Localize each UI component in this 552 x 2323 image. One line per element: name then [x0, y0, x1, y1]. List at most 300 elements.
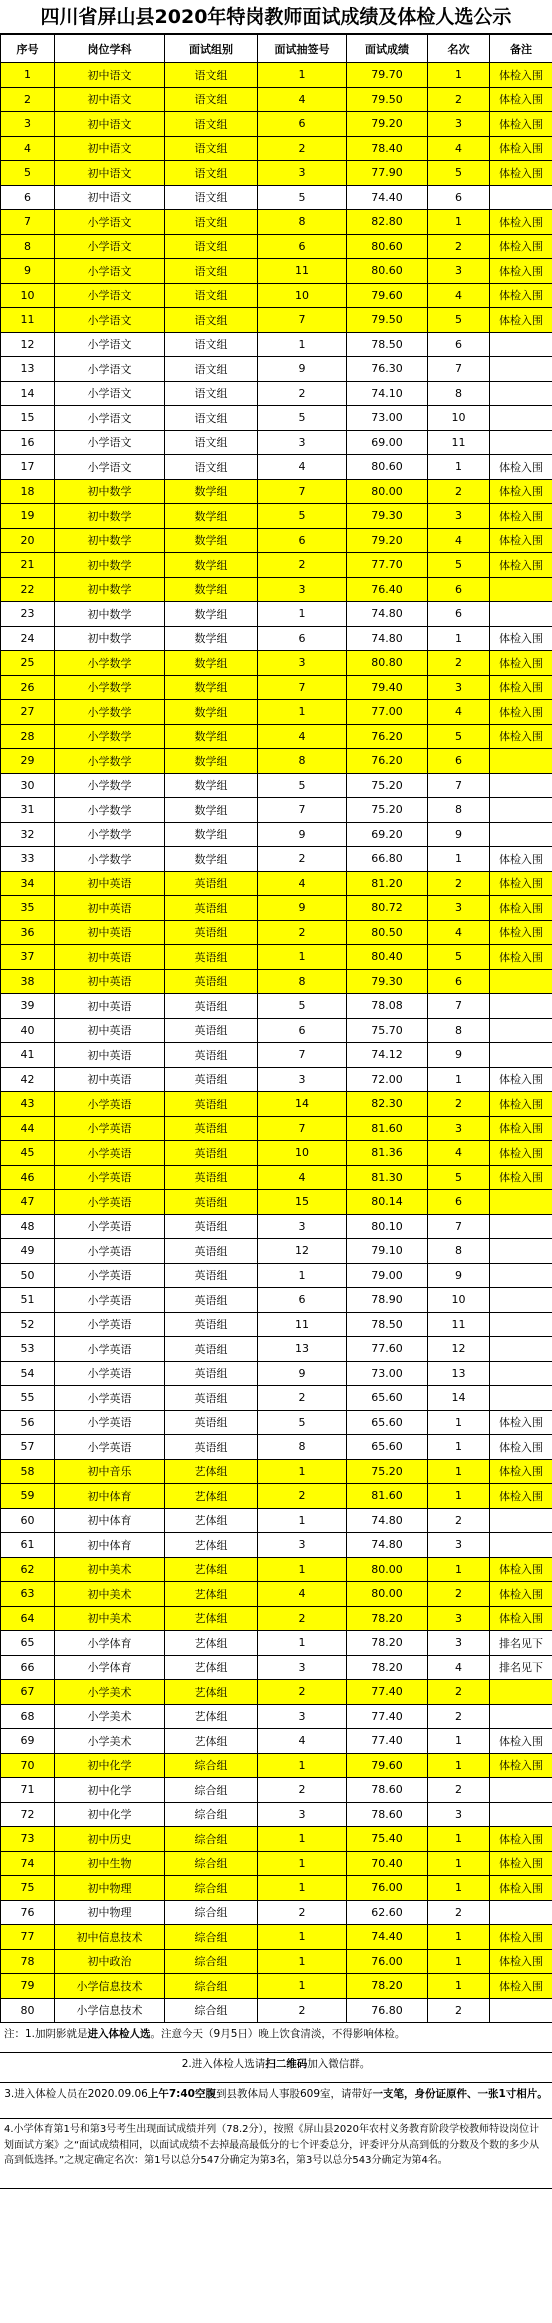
cell-rank: 1: [428, 1410, 490, 1435]
cell-draw: 1: [258, 945, 347, 970]
cell-group: 数学组: [165, 553, 258, 578]
cell-score: 82.80: [347, 210, 428, 235]
cell-rank: 6: [428, 1190, 490, 1215]
cell-rank: 8: [428, 1239, 490, 1264]
cell-rank: 3: [428, 1631, 490, 1656]
cell-no: 67: [1, 1680, 55, 1705]
cell-note: 体检入围: [490, 283, 552, 308]
cell-subject: 初中音乐: [55, 1459, 165, 1484]
cell-group: 英语组: [165, 1410, 258, 1435]
cell-score: 75.20: [347, 1459, 428, 1484]
cell-subject: 初中英语: [55, 920, 165, 945]
cell-note: [490, 1361, 552, 1386]
cell-rank: 8: [428, 381, 490, 406]
table-row: [1, 504, 552, 529]
cell-group: 艺体组: [165, 1459, 258, 1484]
table-row: [1, 553, 552, 578]
cell-draw: 3: [258, 1704, 347, 1729]
cell-draw: 8: [258, 1435, 347, 1460]
cell-group: 英语组: [165, 1337, 258, 1362]
cell-rank: 1: [428, 1974, 490, 1999]
cell-score: 79.60: [347, 283, 428, 308]
cell-draw: 5: [258, 994, 347, 1019]
cell-note: [490, 1900, 552, 1925]
note-1-tail: 。注意今天（9月5日）晚上饮食清淡，不得影响体检。: [150, 2028, 406, 2040]
cell-rank: 3: [428, 1116, 490, 1141]
cell-score: 79.70: [347, 63, 428, 88]
cell-no: 20: [1, 528, 55, 553]
cell-no: 4: [1, 136, 55, 161]
cell-rank: 1: [428, 1484, 490, 1509]
cell-score: 77.70: [347, 553, 428, 578]
cell-group: 数学组: [165, 577, 258, 602]
table-row: [1, 1827, 552, 1852]
cell-draw: 1: [258, 1557, 347, 1582]
cell-rank: 9: [428, 1043, 490, 1068]
cell-group: 英语组: [165, 1214, 258, 1239]
cell-group: 综合组: [165, 1949, 258, 1974]
table-row: [1, 1557, 552, 1582]
cell-score: 80.14: [347, 1190, 428, 1215]
cell-draw: 5: [258, 773, 347, 798]
cell-subject: 小学英语: [55, 1288, 165, 1313]
table-row: [1, 332, 552, 357]
cell-rank: 13: [428, 1361, 490, 1386]
cell-draw: 1: [258, 1949, 347, 1974]
cell-draw: 9: [258, 1361, 347, 1386]
table-row: [1, 1141, 552, 1166]
cell-no: 16: [1, 430, 55, 455]
cell-score: 69.00: [347, 430, 428, 455]
cell-subject: 小学英语: [55, 1312, 165, 1337]
cell-subject: 初中语文: [55, 161, 165, 186]
cell-no: 45: [1, 1141, 55, 1166]
cell-no: 26: [1, 675, 55, 700]
cell-note: 体检入围: [490, 1606, 552, 1631]
cell-draw: 1: [258, 1508, 347, 1533]
cell-subject: 初中数学: [55, 528, 165, 553]
cell-group: 英语组: [165, 1018, 258, 1043]
cell-note: [490, 332, 552, 357]
cell-no: 68: [1, 1704, 55, 1729]
table-row: [1, 283, 552, 308]
cell-no: 53: [1, 1337, 55, 1362]
cell-draw: 1: [258, 700, 347, 725]
table-row: [1, 112, 552, 137]
cell-rank: 12: [428, 1337, 490, 1362]
cell-no: 79: [1, 1974, 55, 1999]
cell-note: 体检入围: [490, 1410, 552, 1435]
cell-group: 艺体组: [165, 1484, 258, 1509]
cell-no: 49: [1, 1239, 55, 1264]
cell-subject: 初中数学: [55, 626, 165, 651]
cell-draw: 4: [258, 87, 347, 112]
cell-subject: 小学体育: [55, 1655, 165, 1680]
table-row: [1, 1361, 552, 1386]
cell-note: [490, 773, 552, 798]
cell-note: 体检入围: [490, 896, 552, 921]
cell-rank: 7: [428, 773, 490, 798]
cell-subject: 小学数学: [55, 700, 165, 725]
note-3-emphasis-2: 一支笔，身份证原件、一张1寸相片。: [372, 2088, 548, 2100]
cell-no: 58: [1, 1459, 55, 1484]
cell-draw: 9: [258, 896, 347, 921]
cell-rank: 9: [428, 822, 490, 847]
cell-draw: 1: [258, 1753, 347, 1778]
table-row: [1, 1508, 552, 1533]
cell-group: 综合组: [165, 1827, 258, 1852]
note-2: [0, 2053, 552, 2083]
table-row: [1, 1851, 552, 1876]
cell-subject: 初中生物: [55, 1851, 165, 1876]
table-row: [1, 1974, 552, 1999]
cell-no: 47: [1, 1190, 55, 1215]
cell-group: 英语组: [165, 994, 258, 1019]
cell-group: 艺体组: [165, 1680, 258, 1705]
cell-no: 69: [1, 1729, 55, 1754]
cell-no: 75: [1, 1876, 55, 1901]
cell-group: 语文组: [165, 283, 258, 308]
cell-subject: 初中语文: [55, 136, 165, 161]
cell-subject: 初中体育: [55, 1508, 165, 1533]
cell-no: 78: [1, 1949, 55, 1974]
cell-rank: 11: [428, 1312, 490, 1337]
cell-no: 77: [1, 1925, 55, 1950]
cell-note: 体检入围: [490, 847, 552, 872]
cell-score: 76.00: [347, 1876, 428, 1901]
cell-no: 44: [1, 1116, 55, 1141]
cell-draw: 8: [258, 210, 347, 235]
note-3-mid: 到县教体局人事股609室，请带好: [215, 2088, 373, 2100]
cell-score: 69.20: [347, 822, 428, 847]
cell-group: 语文组: [165, 332, 258, 357]
cell-rank: 3: [428, 504, 490, 529]
cell-note: [490, 602, 552, 627]
cell-no: 11: [1, 308, 55, 333]
cell-score: 79.40: [347, 675, 428, 700]
table-row: [1, 602, 552, 627]
cell-group: 英语组: [165, 1190, 258, 1215]
cell-subject: 初中语文: [55, 185, 165, 210]
cell-no: 22: [1, 577, 55, 602]
cell-subject: 小学数学: [55, 798, 165, 823]
cell-note: 体检入围: [490, 1949, 552, 1974]
cell-score: 65.60: [347, 1435, 428, 1460]
cell-score: 75.20: [347, 773, 428, 798]
cell-score: 77.40: [347, 1704, 428, 1729]
note-3-emphasis: 上午7:40空腹: [147, 2088, 216, 2100]
table-row: [1, 577, 552, 602]
cell-no: 1: [1, 63, 55, 88]
cell-note: 体检入围: [490, 1165, 552, 1190]
cell-note: [490, 822, 552, 847]
table-row: [1, 406, 552, 431]
cell-draw: 3: [258, 651, 347, 676]
cell-note: [490, 1533, 552, 1558]
cell-rank: 2: [428, 1508, 490, 1533]
cell-note: 体检入围: [490, 920, 552, 945]
cell-no: 50: [1, 1263, 55, 1288]
cell-no: 27: [1, 700, 55, 725]
cell-group: 艺体组: [165, 1557, 258, 1582]
table-row: [1, 1410, 552, 1435]
cell-subject: 小学数学: [55, 749, 165, 774]
cell-group: 艺体组: [165, 1631, 258, 1656]
cell-rank: 2: [428, 1900, 490, 1925]
cell-score: 81.60: [347, 1484, 428, 1509]
cell-score: 80.50: [347, 920, 428, 945]
cell-rank: 2: [428, 1680, 490, 1705]
col-header-subject: 岗位学科: [55, 35, 165, 63]
cell-draw: 7: [258, 798, 347, 823]
cell-draw: 2: [258, 1778, 347, 1803]
table-row: [1, 1018, 552, 1043]
cell-draw: 2: [258, 1606, 347, 1631]
cell-no: 17: [1, 455, 55, 480]
cell-draw: 7: [258, 675, 347, 700]
cell-note: 体检入围: [490, 234, 552, 259]
cell-group: 数学组: [165, 675, 258, 700]
cell-subject: 小学美术: [55, 1680, 165, 1705]
cell-rank: 2: [428, 1998, 490, 2023]
cell-draw: 10: [258, 283, 347, 308]
cell-draw: 9: [258, 357, 347, 382]
cell-score: 81.36: [347, 1141, 428, 1166]
table-row: [1, 994, 552, 1019]
cell-draw: 1: [258, 1827, 347, 1852]
note-2-tail: 加入微信群。: [307, 2058, 371, 2070]
cell-score: 80.60: [347, 234, 428, 259]
cell-rank: 2: [428, 479, 490, 504]
cell-note: [490, 1386, 552, 1411]
cell-group: 综合组: [165, 1876, 258, 1901]
cell-draw: 4: [258, 455, 347, 480]
cell-draw: 8: [258, 749, 347, 774]
cell-group: 数学组: [165, 528, 258, 553]
table-row: [1, 798, 552, 823]
cell-note: 体检入围: [490, 308, 552, 333]
cell-rank: 2: [428, 1778, 490, 1803]
cell-group: 英语组: [165, 920, 258, 945]
cell-subject: 小学英语: [55, 1165, 165, 1190]
cell-rank: 1: [428, 1827, 490, 1852]
cell-group: 综合组: [165, 1802, 258, 1827]
cell-subject: 初中数学: [55, 553, 165, 578]
table-row: [1, 896, 552, 921]
cell-no: 21: [1, 553, 55, 578]
cell-subject: 初中物理: [55, 1876, 165, 1901]
cell-group: 语文组: [165, 161, 258, 186]
cell-group: 数学组: [165, 847, 258, 872]
cell-no: 60: [1, 1508, 55, 1533]
cell-draw: 3: [258, 1214, 347, 1239]
cell-score: 77.00: [347, 700, 428, 725]
cell-score: 74.10: [347, 381, 428, 406]
cell-no: 63: [1, 1582, 55, 1607]
cell-no: 70: [1, 1753, 55, 1778]
cell-group: 英语组: [165, 1165, 258, 1190]
cell-subject: 小学数学: [55, 724, 165, 749]
results-table: [0, 34, 552, 2023]
cell-subject: 小学数学: [55, 675, 165, 700]
cell-subject: 小学英语: [55, 1092, 165, 1117]
cell-score: 74.80: [347, 1508, 428, 1533]
table-row: [1, 675, 552, 700]
cell-note: 体检入围: [490, 1557, 552, 1582]
cell-group: 英语组: [165, 1312, 258, 1337]
page-title: 四川省屏山县2020年特岗教师面试成绩及体检人选公示: [0, 0, 552, 34]
cell-score: 74.40: [347, 1925, 428, 1950]
table-row: [1, 969, 552, 994]
cell-no: 51: [1, 1288, 55, 1313]
cell-draw: 3: [258, 1533, 347, 1558]
cell-group: 英语组: [165, 1141, 258, 1166]
cell-score: 80.00: [347, 1557, 428, 1582]
cell-rank: 3: [428, 112, 490, 137]
cell-note: [490, 1239, 552, 1264]
cell-subject: 小学体育: [55, 1631, 165, 1656]
cell-rank: 1: [428, 210, 490, 235]
cell-subject: 小学信息技术: [55, 1998, 165, 2023]
cell-subject: 初中数学: [55, 479, 165, 504]
cell-subject: 初中英语: [55, 896, 165, 921]
table-row: [1, 357, 552, 382]
cell-note: 体检入围: [490, 1974, 552, 1999]
cell-group: 综合组: [165, 1851, 258, 1876]
cell-note: 体检入围: [490, 479, 552, 504]
cell-no: 9: [1, 259, 55, 284]
cell-rank: 2: [428, 234, 490, 259]
cell-draw: 2: [258, 136, 347, 161]
cell-score: 75.20: [347, 798, 428, 823]
cell-subject: 小学语文: [55, 308, 165, 333]
cell-no: 28: [1, 724, 55, 749]
cell-no: 2: [1, 87, 55, 112]
cell-rank: 1: [428, 1459, 490, 1484]
table-row: [1, 1680, 552, 1705]
table-row: [1, 210, 552, 235]
table-row: [1, 1533, 552, 1558]
cell-note: [490, 749, 552, 774]
cell-draw: 1: [258, 1925, 347, 1950]
cell-group: 英语组: [165, 896, 258, 921]
cell-draw: 1: [258, 1459, 347, 1484]
cell-note: 体检入围: [490, 1141, 552, 1166]
cell-group: 数学组: [165, 749, 258, 774]
cell-draw: 1: [258, 63, 347, 88]
cell-group: 英语组: [165, 1239, 258, 1264]
cell-score: 74.80: [347, 626, 428, 651]
cell-score: 79.10: [347, 1239, 428, 1264]
table-row: [1, 1435, 552, 1460]
cell-draw: 3: [258, 1067, 347, 1092]
cell-score: 78.20: [347, 1606, 428, 1631]
cell-score: 79.30: [347, 969, 428, 994]
table-row: [1, 1876, 552, 1901]
cell-note: 体检入围: [490, 1876, 552, 1901]
cell-score: 78.90: [347, 1288, 428, 1313]
cell-subject: 初中化学: [55, 1778, 165, 1803]
cell-group: 数学组: [165, 602, 258, 627]
cell-no: 6: [1, 185, 55, 210]
table-row: [1, 455, 552, 480]
cell-score: 76.20: [347, 724, 428, 749]
cell-score: 62.60: [347, 1900, 428, 1925]
cell-group: 数学组: [165, 700, 258, 725]
cell-score: 75.40: [347, 1827, 428, 1852]
cell-subject: 初中英语: [55, 994, 165, 1019]
cell-score: 82.30: [347, 1092, 428, 1117]
cell-subject: 小学数学: [55, 822, 165, 847]
cell-score: 80.80: [347, 651, 428, 676]
cell-rank: 6: [428, 185, 490, 210]
cell-score: 78.50: [347, 332, 428, 357]
cell-note: 体检入围: [490, 945, 552, 970]
cell-rank: 1: [428, 847, 490, 872]
cell-subject: 初中语文: [55, 112, 165, 137]
cell-subject: 小学英语: [55, 1435, 165, 1460]
cell-draw: 6: [258, 112, 347, 137]
cell-no: 73: [1, 1827, 55, 1852]
cell-group: 英语组: [165, 1435, 258, 1460]
cell-subject: 初中历史: [55, 1827, 165, 1852]
cell-score: 79.20: [347, 112, 428, 137]
table-row: [1, 161, 552, 186]
cell-draw: 5: [258, 504, 347, 529]
cell-score: 80.00: [347, 1582, 428, 1607]
cell-group: 语文组: [165, 381, 258, 406]
cell-note: [490, 1680, 552, 1705]
table-row: [1, 1606, 552, 1631]
cell-subject: 小学英语: [55, 1263, 165, 1288]
cell-note: 体检入围: [490, 63, 552, 88]
cell-group: 语文组: [165, 63, 258, 88]
cell-rank: 1: [428, 1729, 490, 1754]
cell-subject: 小学英语: [55, 1410, 165, 1435]
cell-rank: 6: [428, 332, 490, 357]
table-row: [1, 528, 552, 553]
col-header-score: 面试成绩: [347, 35, 428, 63]
cell-subject: 小学数学: [55, 651, 165, 676]
cell-score: 74.12: [347, 1043, 428, 1068]
cell-rank: 11: [428, 430, 490, 455]
table-row: [1, 430, 552, 455]
cell-subject: 小学英语: [55, 1361, 165, 1386]
cell-score: 78.08: [347, 994, 428, 1019]
table-row: [1, 1778, 552, 1803]
table-row: [1, 308, 552, 333]
cell-rank: 1: [428, 1557, 490, 1582]
table-row: [1, 700, 552, 725]
cell-subject: 初中英语: [55, 945, 165, 970]
cell-rank: 3: [428, 675, 490, 700]
cell-rank: 5: [428, 308, 490, 333]
table-row: [1, 1729, 552, 1754]
cell-draw: 4: [258, 724, 347, 749]
cell-no: 31: [1, 798, 55, 823]
cell-group: 英语组: [165, 1043, 258, 1068]
cell-no: 40: [1, 1018, 55, 1043]
cell-group: 艺体组: [165, 1606, 258, 1631]
cell-rank: 10: [428, 406, 490, 431]
cell-note: 排名见下: [490, 1631, 552, 1656]
col-header-note: 备注: [490, 35, 552, 63]
cell-no: 36: [1, 920, 55, 945]
cell-note: 体检入围: [490, 1753, 552, 1778]
cell-group: 语文组: [165, 455, 258, 480]
cell-no: 5: [1, 161, 55, 186]
cell-rank: 2: [428, 651, 490, 676]
